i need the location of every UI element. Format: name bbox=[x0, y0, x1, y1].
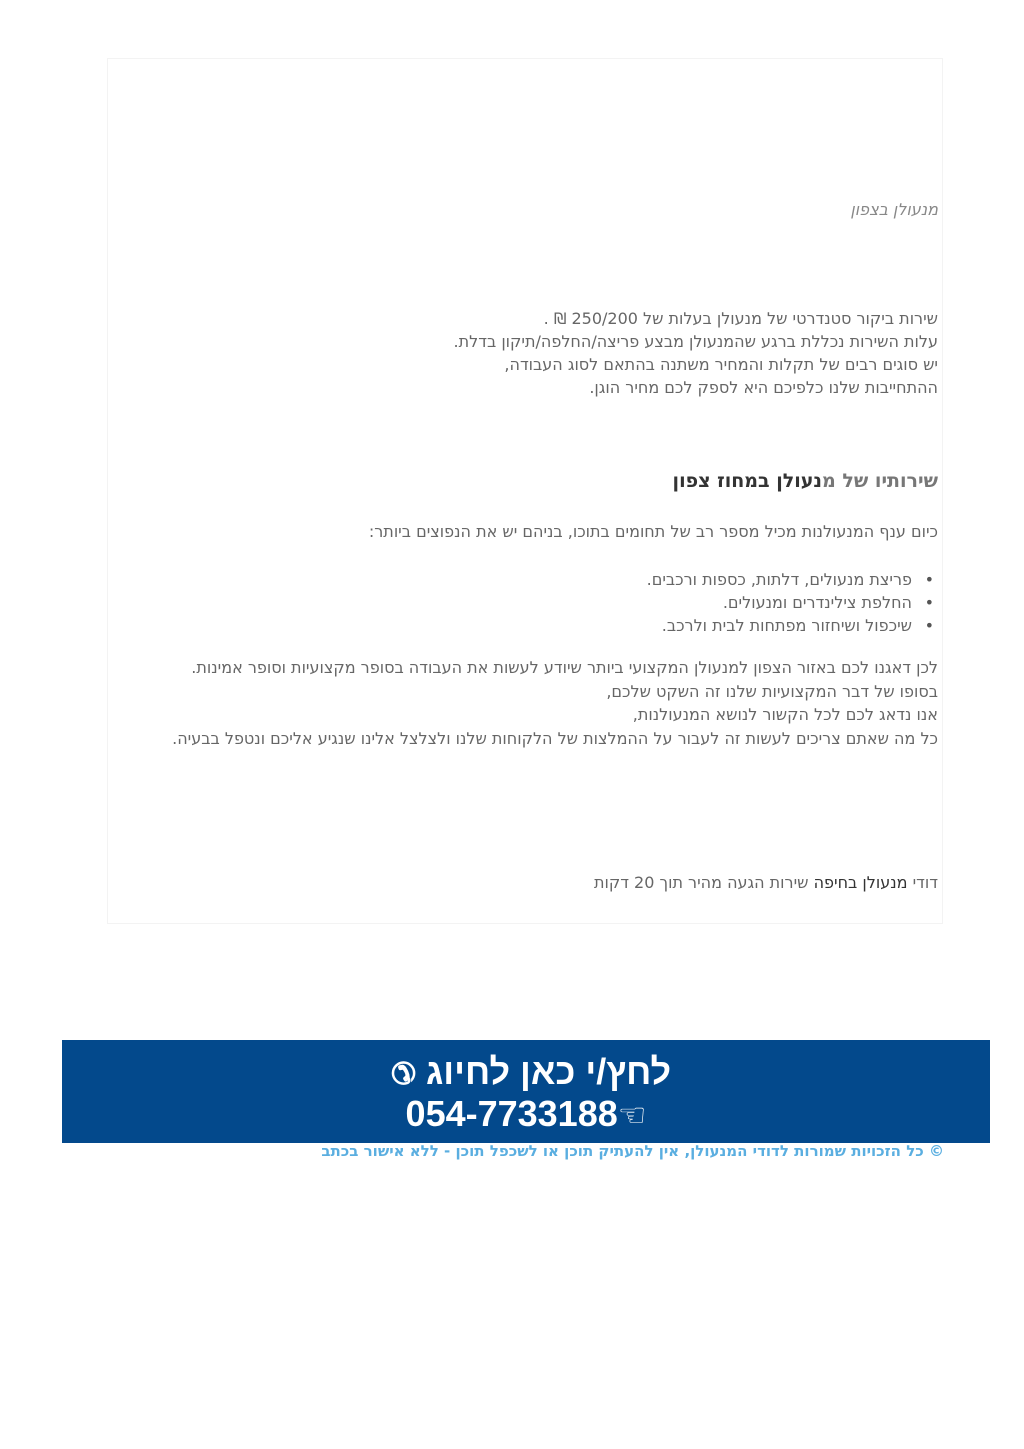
pricing-paragraph bbox=[118, 307, 938, 399]
closing-line: אנו נדאג לכם לכל הקשור לנושא המנעולנות, bbox=[632, 705, 938, 724]
footer-prefix: דודי bbox=[907, 873, 938, 892]
closing-line: כל מה שאתם צריכים לעשות זה לעבור על ההמלצות של הלקוחות שלנו ולצלצל אלינו שנגיע אליכם ונטפל בבעיה. bbox=[172, 728, 938, 748]
article-footer-line bbox=[118, 871, 938, 894]
closing-paragraph bbox=[116, 656, 938, 750]
pointing-hand-icon: ☜ bbox=[617, 1097, 647, 1133]
closing-line: בסופו של דבר המקצועיות שלנו זה השקט שלכם, bbox=[606, 681, 938, 701]
closing-line: לכן דאגנו לכם באזור הצפון למנעולן המקצועי ביותר שיודע לעשות את העבודה בסופר מקצועיות וסופר אמינות. bbox=[191, 658, 938, 677]
footer-keyword-link[interactable]: מנעולן בחיפה bbox=[813, 873, 908, 892]
heading-prefix: שירותיו של מ bbox=[822, 470, 938, 492]
call-number-row bbox=[62, 1092, 990, 1137]
phone-number: 054-7733188 bbox=[405, 1093, 618, 1134]
pricing-line: יש סוגים רבים של תקלות והמחיר משתנה בהתאם לסוג העבודה, bbox=[504, 355, 938, 374]
heading-main: נעולן במחוז צפון bbox=[672, 470, 823, 492]
intro-paragraph: כיום ענף המנעולנות מכיל מספר רב של תחומים בתוכו, בניהם יש את הנפוצים ביותר: bbox=[368, 522, 938, 541]
call-label: לחץ/י כאן לחיוג bbox=[426, 1051, 672, 1092]
phone-icon: ✆ bbox=[390, 1058, 416, 1091]
pricing-line: ההתחייבות שלנו כלפיכם היא לספק לכם מחיר הוגן. bbox=[589, 378, 938, 397]
copyright-notice: © כל הזכויות שמורות לדודי המנעולן, אין להעתיק תוכן או לשכפל תוכן - ללא אישור בכתב bbox=[321, 1142, 944, 1160]
services-list bbox=[92, 568, 938, 637]
call-button[interactable] bbox=[62, 1040, 990, 1143]
list-item: • שיכפול ושיחזור מפתחות לבית ולרכב. bbox=[92, 614, 912, 637]
image-caption: מנעולן בצפון bbox=[850, 200, 938, 219]
pricing-line: עלות השירות נכללת ברגע שהמנעולן מבצע פריצה/החלפה/תיקון בדלת. bbox=[453, 332, 938, 351]
section-heading bbox=[118, 470, 938, 492]
list-item: • החלפת צילינדרים ומנעולים. bbox=[92, 591, 912, 614]
pricing-line: שירות ביקור סטנדרטי של מנעולן בעלות של 250/200 ₪ . bbox=[543, 309, 938, 328]
list-item: • פריצת מנעולים, דלתות, כספות ורכבים. bbox=[92, 568, 912, 591]
footer-suffix: שירות הגעה מהיר תוך 20 דקות bbox=[594, 873, 814, 892]
